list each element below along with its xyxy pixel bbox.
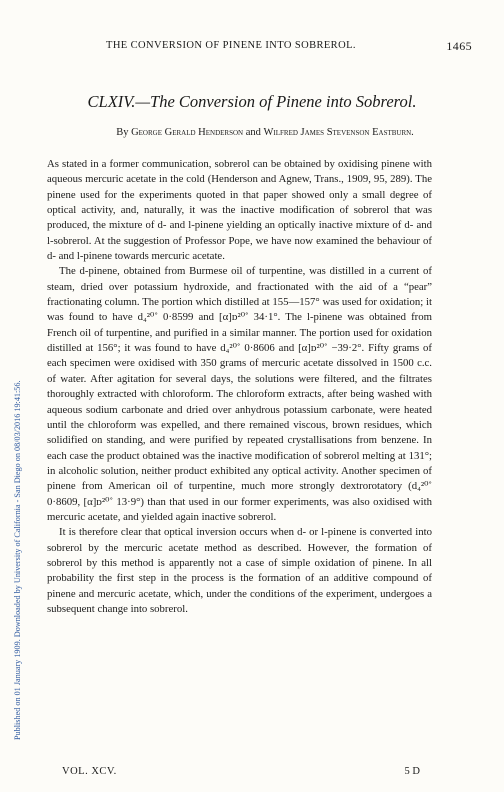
author-1: George Gerald Henderson [131,127,244,138]
author-2: Wilfred James Stevenson Eastburn. [263,127,414,138]
signature-mark: 5 D [404,766,420,777]
byline [100,125,430,140]
byline-prefix: By [116,127,129,138]
download-notice-margin [3,40,22,740]
paragraph-1: As stated in a former communication, sobrerol can be obtained by oxidising pinene with aqueous mercuric acetate in the cold (Henderson and Agnew, Trans., 1909, 95, 289). The pinene used for the experiments quoted in that paper showed only a small degree of optical activity, and, naturally, it was the inactive modification of sobrerol that was produced, the mixture of d- and l-pinene yielding an optically inactive mixture of d- and l-sobrerol. At the suggestion of Professor Pope, we have now examined the behaviour of d- and l-pinene towards mercuric acetate. [47,158,432,263]
download-notice-text: Published on 01 January 1909. Downloaded by University of California - San Diego on 08/03/2016 19:41:56. [13,380,22,740]
byline-conjunction: and [245,127,261,138]
article-body [47,157,432,617]
paragraph-3: It is therefore clear that optical inversion occurs when d- or l-pinene is converted into sobrerol by the mercuric acetate method as described. However, the formation of sobrerol by this method is apparently not a case of simple oxidation of pinene. In all probability the first step in the process is the formation of an additive compound of pinene and mercuric acetate, which, under the conditions of the experiment, undergoes a subsequent change into sobrerol. [47,526,432,615]
article-title: CLXIV.—The Conversion of Pinene into Sobrerol. [87,92,417,111]
running-head-title: THE CONVERSION OF PINENE INTO SOBREROL. [106,40,356,51]
page-number: 1465 [446,39,472,53]
volume-label: VOL. XCV. [62,766,117,777]
paragraph-2: The d-pinene, obtained from Burmese oil of turpentine, was distilled in a current of steam, dried over potassium hydroxide, and fractionated with the aid of a “pear” fractionating column. The portion which distilled at 155—157° was used for oxidation; it was found to have d₄²⁰˚ 0·8599 and [α]ᴅ²⁰˚ 34·1°. The l-pinene was obtained from French oil of turpentine, and purified in a similar manner. The portion used for oxidation distilled at 156°; it was found to have d₄²⁰˚ 0·8606 and [α]ᴅ²⁰˚ −39·2°. Fifty grams of each specimen were oxidised with 350 grams of mercuric acetate dissolved in 1500 c.c. of water. After agitation for several days, the solutions were filtered, and the filtrates thoroughly extracted with chloroform. The chloroform extracts, after being washed with aqueous sodium carbonate and dried over anhydrous potassium carbonate, were heated until the chloroform was expelled, and there remained viscous, brown residues, which solidified on standing, and were purified by repeated crystallisations from benzene. In each case the product obtained was the inactive modification of sobrerol melting at 131°; in alcoholic solution, neither product exhibited any optical activity. Another specimen of pinene from American oil of turpentine, much more strongly dextrorotatory (d₄²⁰˚ 0·8609, [α]ᴅ²⁰˚ 13·9°) than that used in our former experiments, was also oxidised with mercuric acetate, and yielded again inactive sobrerol. [47,265,432,523]
